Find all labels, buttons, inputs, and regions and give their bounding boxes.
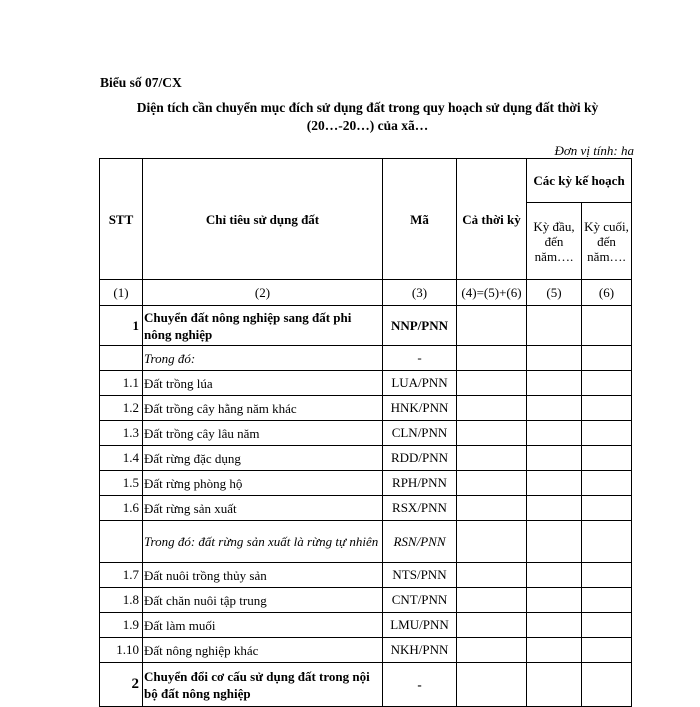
row-stt: 1.7	[100, 563, 143, 588]
row-stt: 1.6	[100, 496, 143, 521]
header-indicator: Chỉ tiêu sử dụng đất	[143, 159, 383, 280]
row-name: Đất rừng sản xuất	[143, 496, 383, 521]
row-name: Đất nông nghiệp khác	[143, 638, 383, 663]
header-first-period: Kỳ đầu, đến năm….	[527, 203, 582, 280]
row-name: Trong đó: đất rừng sản xuất là rừng tự nhiên	[143, 521, 383, 563]
page-title	[95, 99, 640, 135]
table-row	[100, 496, 632, 521]
table-row	[100, 563, 632, 588]
row-code: RPH/PNN	[383, 471, 457, 496]
col-num-2: (2)	[143, 280, 383, 306]
row-name: Đất rừng phòng hộ	[143, 471, 383, 496]
row-name: Chuyển đất nông nghiệp sang đất phi nông nghiệp	[143, 306, 383, 346]
row-stt: 1.5	[100, 471, 143, 496]
row-name: Đất rừng đặc dụng	[143, 446, 383, 471]
row-name: Đất chăn nuôi tập trung	[143, 588, 383, 613]
form-number: Biểu số 07/CX	[100, 75, 182, 90]
row-code: LUA/PNN	[383, 371, 457, 396]
row-code: -	[383, 663, 457, 707]
row-code: HNK/PNN	[383, 396, 457, 421]
row-name: Đất làm muối	[143, 613, 383, 638]
table-row	[100, 371, 632, 396]
row-code: RDD/PNN	[383, 446, 457, 471]
col-num-4: (4)=(5)+(6)	[457, 280, 527, 306]
table-row	[100, 521, 632, 563]
table-row	[100, 588, 632, 613]
row-name: Đất trồng cây hằng năm khác	[143, 396, 383, 421]
row-name: Đất trồng lúa	[143, 371, 383, 396]
row-stt: 1	[100, 306, 143, 346]
col-num-6: (6)	[582, 280, 632, 306]
row-stt: 1.2	[100, 396, 143, 421]
row-code: CNT/PNN	[383, 588, 457, 613]
row-stt: 1.4	[100, 446, 143, 471]
row-code: NNP/PNN	[383, 306, 457, 346]
header-stt: STT	[100, 159, 143, 280]
title-line-2: (20…-20…) của xã…	[306, 118, 429, 133]
row-stt: 1.8	[100, 588, 143, 613]
row-stt: 1.1	[100, 371, 143, 396]
land-use-table	[99, 158, 632, 707]
row-name: Đất trồng cây lâu năm	[143, 421, 383, 446]
row-name: Đất nuôi trồng thủy sản	[143, 563, 383, 588]
row-stt: 1.10	[100, 638, 143, 663]
unit-label: Đơn vị tính: ha	[554, 143, 634, 158]
col-num-1: (1)	[100, 280, 143, 306]
row-code: CLN/PNN	[383, 421, 457, 446]
title-line-1: Diện tích cần chuyển mục đích sử dụng đất trong quy hoạch sử dụng đất thời kỳ	[136, 100, 599, 115]
header-plan-periods: Các kỳ kế hoạch	[527, 159, 632, 203]
header-code: Mã	[383, 159, 457, 280]
row-stt: 1.3	[100, 421, 143, 446]
row-name: Trong đó:	[143, 346, 383, 371]
col-num-5: (5)	[527, 280, 582, 306]
table-row	[100, 346, 632, 371]
row-code: -	[383, 346, 457, 371]
table-row	[100, 396, 632, 421]
header-last-period: Kỳ cuối, đến năm….	[582, 203, 632, 280]
table-row	[100, 638, 632, 663]
row-stt: 2	[100, 663, 143, 707]
col-num-3: (3)	[383, 280, 457, 306]
header-whole-period: Cả thời kỳ	[457, 159, 527, 280]
row-stt: 1.9	[100, 613, 143, 638]
row-code: RSN/PNN	[383, 521, 457, 563]
table-row	[100, 421, 632, 446]
row-code: LMU/PNN	[383, 613, 457, 638]
table-row	[100, 306, 632, 346]
table-row	[100, 471, 632, 496]
row-code: NTS/PNN	[383, 563, 457, 588]
row-name: Chuyển đổi cơ cấu sử dụng đất trong nội bộ đất nông nghiệp	[143, 663, 383, 707]
table-row	[100, 613, 632, 638]
row-stt	[100, 346, 143, 371]
row-stt	[100, 521, 143, 563]
row-code: NKH/PNN	[383, 638, 457, 663]
row-code: RSX/PNN	[383, 496, 457, 521]
table-row	[100, 446, 632, 471]
